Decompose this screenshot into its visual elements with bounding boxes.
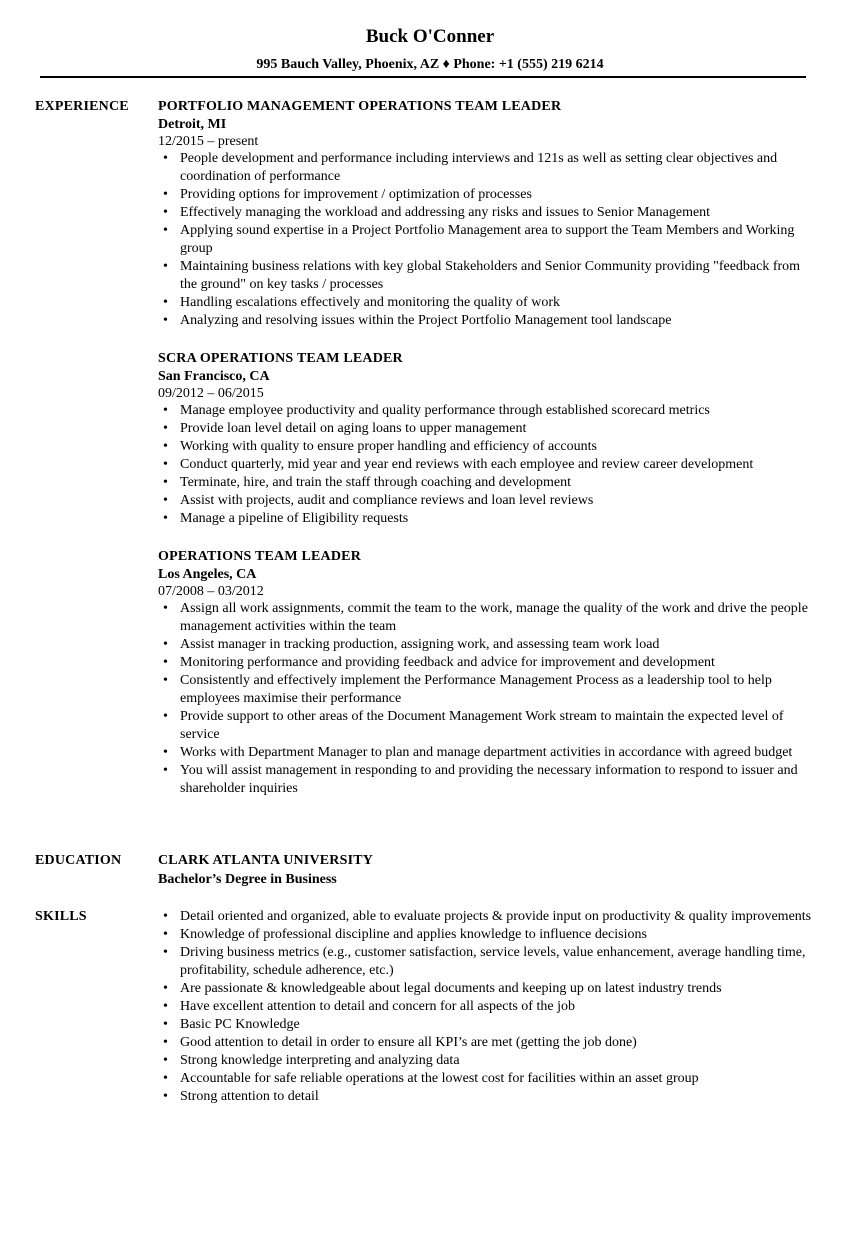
list-item: • Driving business metrics (e.g., customer satisfaction, service levels, value enhancement, average handling time, profitability, schedule adherence, etc.)	[180, 944, 818, 980]
job-location: San Francisco, CA	[158, 369, 270, 384]
list-item: • Provide loan level detail on aging loans to upper management	[180, 420, 818, 438]
job-bullets	[158, 600, 818, 798]
list-item: • You will assist management in responding to and providing the necessary information to respond to issuer and shareholder inquiries	[180, 762, 818, 798]
list-item: • People development and performance including interviews and 121s as well as setting clear objectives and coordination of performance	[180, 150, 818, 186]
list-item: • Handling escalations effectively and monitoring the quality of work	[180, 294, 818, 312]
section-label-skills: SKILLS	[35, 909, 87, 924]
list-item: • Analyzing and resolving issues within the Project Portfolio Management tool landscape	[180, 312, 818, 330]
list-item: • Applying sound expertise in a Project Portfolio Management area to support the Team Members and Working group	[180, 222, 818, 258]
section-label-experience: EXPERIENCE	[35, 99, 129, 114]
section-label-education: EDUCATION	[35, 853, 122, 868]
job-entry	[158, 350, 818, 528]
job-entry	[158, 98, 818, 330]
list-item: • Terminate, hire, and train the staff through coaching and development	[180, 474, 818, 492]
list-item: • Conduct quarterly, mid year and year end reviews with each employee and review career development	[180, 456, 818, 474]
list-item: • Are passionate & knowledgeable about legal documents and keeping up on latest industry trends	[180, 980, 818, 998]
job-dates: 09/2012 – 06/2015	[158, 386, 264, 401]
candidate-name: Buck O'Conner	[365, 26, 495, 47]
job-dates: 12/2015 – present	[158, 134, 259, 149]
list-item: • Assist with projects, audit and compliance reviews and loan level reviews	[180, 492, 818, 510]
list-item: • Strong attention to detail	[180, 1088, 818, 1106]
list-item: • Working with quality to ensure proper handling and efficiency of accounts	[180, 438, 818, 456]
list-item: • Detail oriented and organized, able to evaluate projects & provide input on productivity & quality improvements	[180, 908, 818, 926]
resume-header	[0, 26, 860, 74]
contact-line: 995 Bauch Valley, Phoenix, AZ ♦ Phone: +1 (555) 219 6214	[256, 57, 604, 72]
job-title: PORTFOLIO MANAGEMENT OPERATIONS TEAM LEADER	[158, 99, 562, 114]
list-item: • Knowledge of professional discipline and applies knowledge to influence decisions	[180, 926, 818, 944]
header-divider	[40, 76, 806, 78]
job-bullets	[158, 402, 818, 528]
list-item: • Basic PC Knowledge	[180, 1016, 818, 1034]
skills-bullets	[158, 908, 818, 1106]
list-item: • Monitoring performance and providing feedback and advice for improvement and development	[180, 654, 818, 672]
list-item: • Assist manager in tracking production, assigning work, and assessing team work load	[180, 636, 818, 654]
job-title: SCRA OPERATIONS TEAM LEADER	[158, 351, 403, 366]
list-item: • Have excellent attention to detail and concern for all aspects of the job	[180, 998, 818, 1016]
list-item: • Strong knowledge interpreting and analyzing data	[180, 1052, 818, 1070]
education-entry	[158, 852, 818, 890]
list-item: • Good attention to detail in order to ensure all KPI’s are met (getting the job done)	[180, 1034, 818, 1052]
list-item: • Maintaining business relations with key global Stakeholders and Senior Community providing "feedback from the ground" on key tasks / processes	[180, 258, 818, 294]
list-item: • Providing options for improvement / optimization of processes	[180, 186, 818, 204]
list-item: • Assign all work assignments, commit the team to the work, manage the quality of the work and drive the people management activities within the team	[180, 600, 818, 636]
job-title: OPERATIONS TEAM LEADER	[158, 549, 362, 564]
list-item: • Works with Department Manager to plan and manage department activities in accordance with agreed budget	[180, 744, 818, 762]
list-item: • Consistently and effectively implement the Performance Management Process as a leadership tool to help employees maximise their performance	[180, 672, 818, 708]
job-bullets	[158, 150, 818, 330]
job-entry	[158, 548, 818, 798]
list-item: • Provide support to other areas of the Document Management Work stream to maintain the expected level of service	[180, 708, 818, 744]
job-location: Los Angeles, CA	[158, 567, 257, 582]
skills-list	[158, 908, 818, 1106]
list-item: • Manage employee productivity and quality performance through established scorecard metrics	[180, 402, 818, 420]
experience-list	[158, 98, 818, 798]
list-item: • Manage a pipeline of Eligibility requests	[180, 510, 818, 528]
list-item: • Accountable for safe reliable operations at the lowest cost for facilities within an asset group	[180, 1070, 818, 1088]
school-name: CLARK ATLANTA UNIVERSITY	[158, 853, 374, 868]
list-item: • Effectively managing the workload and addressing any risks and issues to Senior Management	[180, 204, 818, 222]
job-location: Detroit, MI	[158, 117, 227, 132]
degree: Bachelor’s Degree in Business	[158, 872, 337, 887]
job-dates: 07/2008 – 03/2012	[158, 584, 264, 599]
